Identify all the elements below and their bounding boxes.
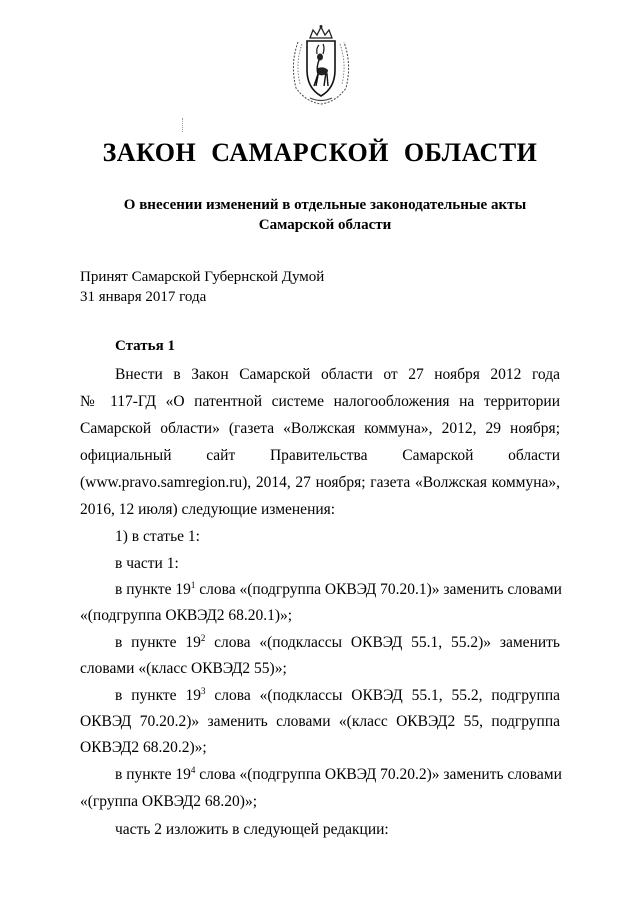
article-heading: Статья 1 [115,338,175,354]
body-line: «(группа ОКВЭД2 68.20)»; [80,793,258,810]
body-line [115,686,560,706]
body-line: часть 2 изложить в следующей редакции: [115,821,389,838]
adoption-info [80,267,560,307]
superscript: 4 [190,764,196,775]
line-text: слова «(подгруппа ОКВЭД 70.20.1)» заменить словами [195,581,562,598]
body-line [115,765,560,785]
law-subtitle [80,195,570,235]
line-text: в пункте 19 [115,581,191,598]
body-line: (www.pravo.samregion.ru), 2014, 27 ноября; газета «Волжская коммуна», [80,474,560,491]
subtitle-line: Самарской области [258,217,392,233]
body-line: официальный сайт Правительства Самарской области [80,447,560,464]
body-line: Самарской области» (газета «Волжская коммуна», 2012, 29 ноября; [80,420,560,437]
line-text: слова «(подклассы ОКВЭД 55.1, 55.2)» заменить [205,634,560,651]
body-line: № 117-ГД «О патентной системе налогообложения на территории [80,393,560,410]
superscript: 2 [200,632,206,643]
margin-mark [182,118,184,132]
coat-of-arms-icon [286,24,356,106]
line-text: в пункте 19 [115,687,201,704]
body-line: в части 1: [115,555,179,572]
adopted-date: 31 января 2017 года [80,289,207,305]
body-line [115,633,560,653]
body-line: ОКВЭД2 68.20.2)»; [80,739,207,756]
body-line [115,580,560,600]
law-title: ЗАКОН САМАРСКОЙ ОБЛАСТИ [102,138,538,167]
body-line: «(подгруппа ОКВЭД2 68.20.1)»; [80,607,293,624]
line-text: в пункте 19 [115,766,191,783]
line-text: слова «(подгруппа ОКВЭД 70.20.2)» заменить словами [195,766,562,783]
adopted-by: Принят Самарской Губернской Думой [80,269,325,285]
body-line: словами «(класс ОКВЭД2 55)»; [80,660,287,677]
body-line: 1) в статье 1: [115,528,200,545]
line-text: в пункте 19 [115,634,201,651]
body-line: Внести в Закон Самарской области от 27 ноября 2012 года [115,366,560,383]
body-line: 2016, 12 июля) следующие изменения: [80,501,336,518]
superscript: 3 [200,685,206,696]
line-text: слова «(подклассы ОКВЭД 55.1, 55.2, подгруппа [205,687,560,704]
body-line: ОКВЭД 70.20.2)» заменить словами «(класс ОКВЭД2 55, подгруппа [80,713,560,730]
subtitle-line: О внесении изменений в отдельные законодательные акты [123,197,527,213]
superscript: 1 [190,579,196,590]
